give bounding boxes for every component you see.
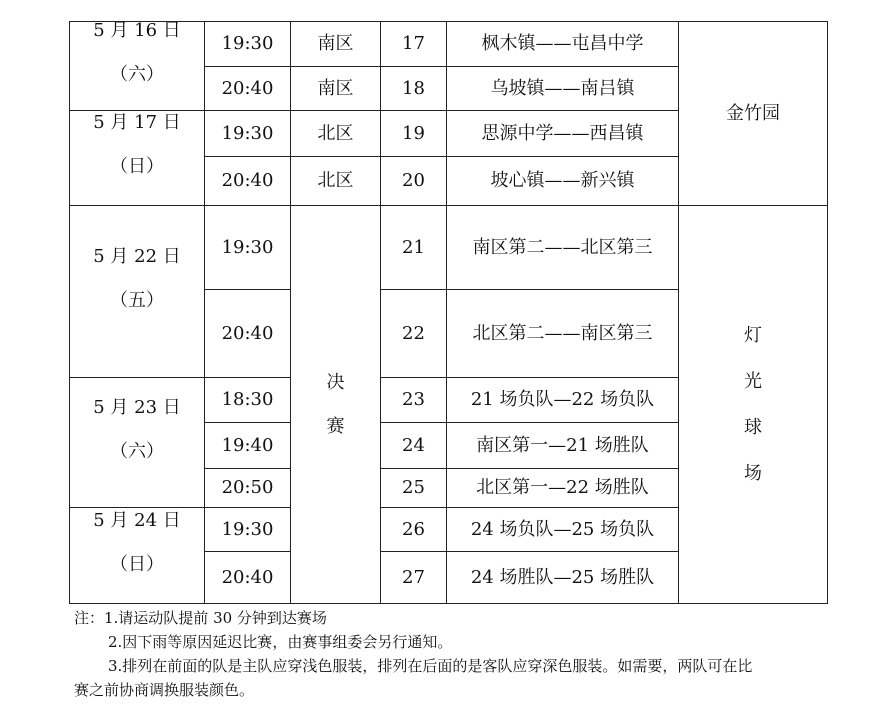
time-cell: 20:50 — [205, 469, 291, 508]
venue-cell: 金竹园 — [679, 22, 828, 206]
match-number-cell: 23 — [381, 378, 447, 423]
match-cell: 24 场胜队—25 场胜队 — [447, 552, 679, 604]
match-cell: 枫木镇——屯昌中学 — [447, 22, 679, 67]
zone-cell: 南区 — [291, 22, 381, 67]
note-line-3-continued: 赛之前协商调换服装颜色。 — [74, 681, 255, 699]
match-number-cell: 21 — [381, 206, 447, 290]
date-text: 5 月 17 日 — [93, 112, 181, 133]
time-cell: 20:40 — [205, 157, 291, 206]
match-number-cell: 25 — [381, 469, 447, 508]
zone-cell: 北区 — [291, 157, 381, 206]
date-text: 5 月 23 日 — [93, 396, 181, 418]
match-cell: 南区第一—21 场胜队 — [447, 423, 679, 469]
venue-char: 灯 — [744, 324, 762, 346]
date-cell — [70, 22, 205, 111]
final-label-cell — [291, 206, 381, 604]
table-row — [70, 206, 828, 290]
match-cell: 坡心镇——新兴镇 — [447, 157, 679, 206]
weekday-text: （五） — [110, 289, 164, 311]
date-text: 5 月 22 日 — [93, 245, 181, 267]
match-number-cell: 24 — [381, 423, 447, 469]
match-cell: 思源中学——西昌镇 — [447, 111, 679, 157]
date-text: 5 月 16 日 — [93, 20, 181, 41]
date-cell — [70, 111, 205, 206]
match-number-cell: 27 — [381, 552, 447, 604]
match-number-cell: 18 — [381, 67, 447, 111]
zone-cell: 南区 — [291, 67, 381, 111]
venue-char: 场 — [744, 462, 762, 484]
venue-cell — [679, 206, 828, 604]
note-line-1: 注：1.请运动队提前 30 分钟到达赛场 — [74, 609, 327, 627]
match-cell: 南区第二——北区第三 — [447, 206, 679, 290]
time-cell: 18:30 — [205, 378, 291, 423]
match-number-cell: 20 — [381, 157, 447, 206]
date-cell — [70, 508, 205, 604]
table-row — [70, 22, 828, 67]
match-number-cell: 22 — [381, 290, 447, 378]
venue-char: 光 — [744, 370, 762, 392]
weekday-text: （日） — [110, 156, 164, 177]
time-cell: 19:30 — [205, 508, 291, 552]
weekday-text: （六） — [110, 64, 164, 85]
time-cell: 19:40 — [205, 423, 291, 469]
date-text: 5 月 24 日 — [93, 509, 181, 531]
date-cell — [70, 378, 205, 508]
time-cell: 19:30 — [205, 111, 291, 157]
note-line-2: 2.因下雨等原因延迟比赛，由赛事组委会另行通知。 — [108, 633, 453, 651]
time-cell: 20:40 — [205, 552, 291, 604]
match-cell: 北区第二——南区第三 — [447, 290, 679, 378]
weekday-text: （日） — [110, 553, 164, 575]
match-cell: 24 场负队—25 场负队 — [447, 508, 679, 552]
match-number-cell: 26 — [381, 508, 447, 552]
match-cell: 21 场负队—22 场负队 — [447, 378, 679, 423]
weekday-text: （六） — [110, 440, 164, 462]
time-cell: 19:30 — [205, 206, 291, 290]
date-cell — [70, 206, 205, 378]
time-cell: 20:40 — [205, 290, 291, 378]
zone-cell: 北区 — [291, 111, 381, 157]
match-number-cell: 17 — [381, 22, 447, 67]
notes-section — [74, 606, 834, 702]
match-cell: 乌坡镇——南吕镇 — [447, 67, 679, 111]
venue-char: 球 — [744, 416, 762, 438]
time-cell: 20:40 — [205, 67, 291, 111]
final-label-char: 赛 — [326, 415, 345, 437]
note-line-3: 3.排列在前面的队是主队应穿浅色服装，排列在后面的是客队应穿深色服装。如需要，两队可在比 — [108, 657, 753, 675]
schedule-table — [69, 21, 828, 604]
match-cell: 北区第一—22 场胜队 — [447, 469, 679, 508]
time-cell: 19:30 — [205, 22, 291, 67]
match-number-cell: 19 — [381, 111, 447, 157]
final-label-char: 决 — [326, 371, 345, 393]
